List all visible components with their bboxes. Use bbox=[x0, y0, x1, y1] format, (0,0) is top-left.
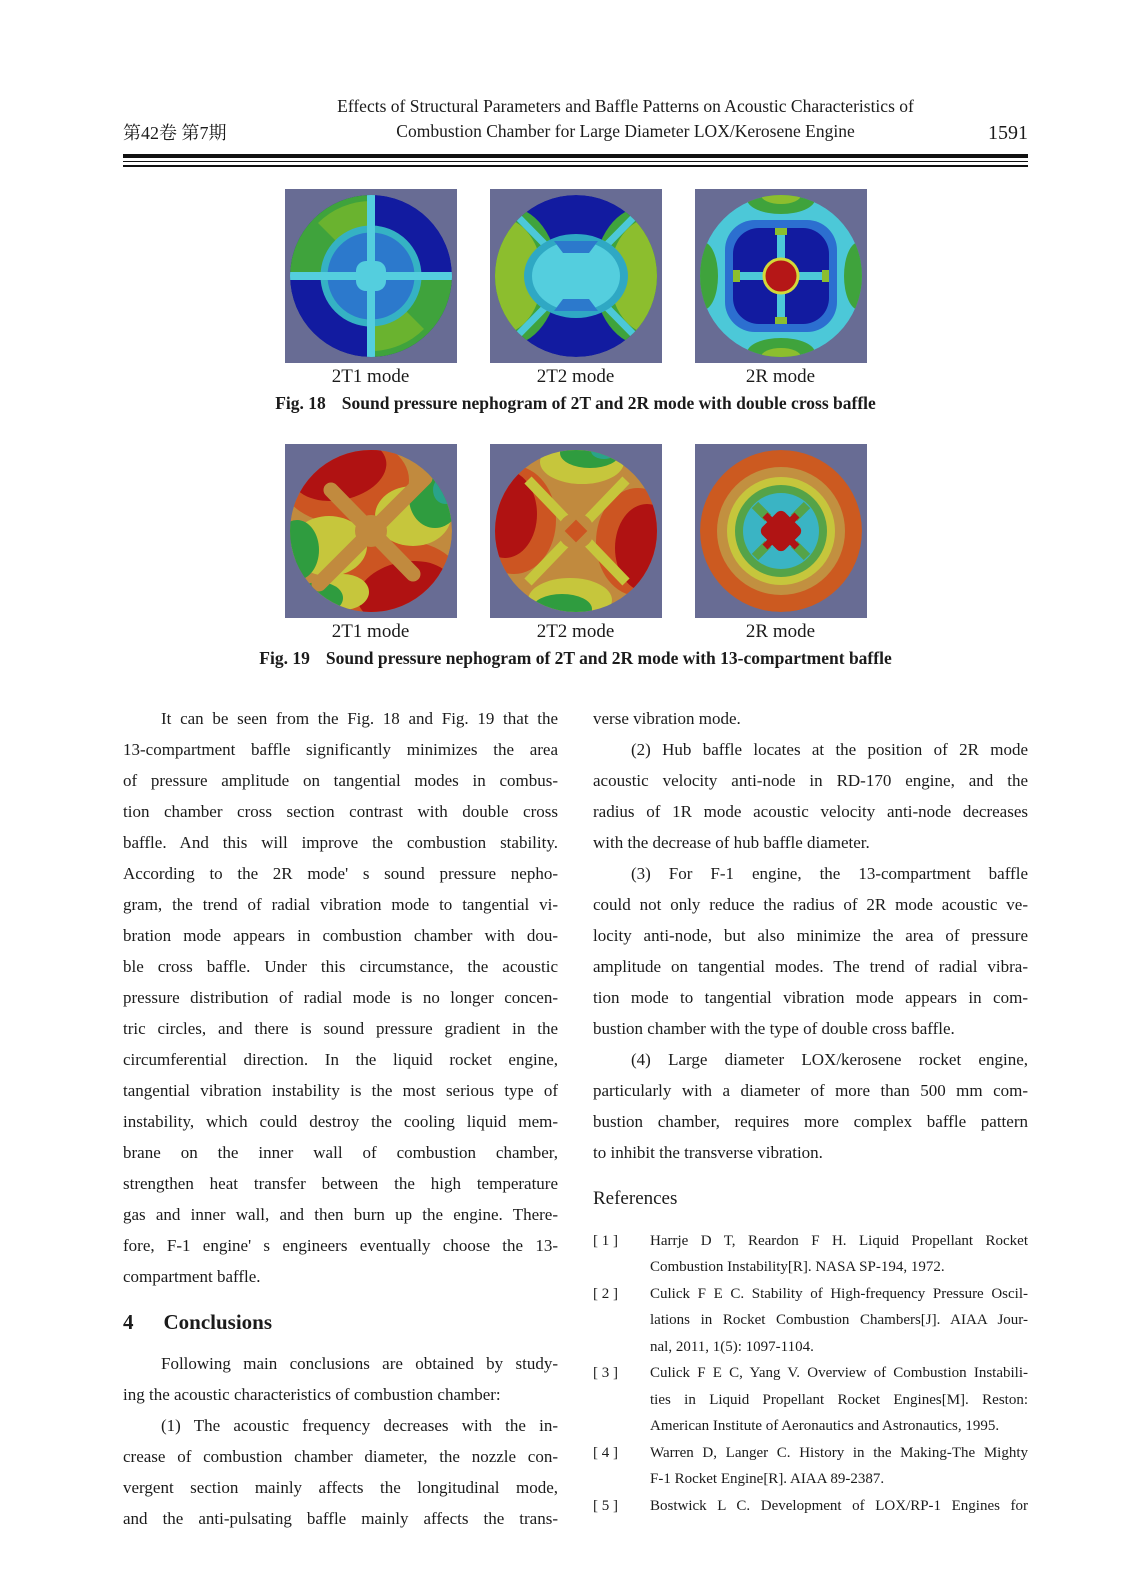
body-text-line: (2) Hub baffle locates at the position of 2R mode bbox=[631, 739, 1028, 759]
running-title-line1: Effects of Structural Parameters and Baffle Patterns on Acoustic Characteristics of bbox=[337, 96, 914, 116]
body-text-line: and the anti-pulsating baffle mainly affects the trans- bbox=[123, 1508, 558, 1528]
body-text-line: bration mode appears in combustion chamber with dou- bbox=[123, 925, 558, 945]
body-text-line: (4) Large diameter LOX/kerosene rocket engine, bbox=[631, 1049, 1028, 1069]
body-text-line: Following main conclusions are obtained by study- bbox=[161, 1353, 558, 1373]
section-title: Conclusions bbox=[163, 1309, 273, 1334]
reference-label: [ 3 ] bbox=[593, 1365, 618, 1382]
nephogram-2t1-double-cross-baffle bbox=[285, 189, 457, 363]
header-rule bbox=[123, 154, 1028, 167]
header-rule-thin-2 bbox=[123, 165, 1028, 167]
references-heading: References bbox=[593, 1187, 678, 1209]
body-text-line: strengthen heat transfer between the high temperature bbox=[123, 1173, 558, 1193]
reference-label: [ 1 ] bbox=[593, 1232, 618, 1249]
reference-text-line: Warren D, Langer C. History in the Making-The Mighty bbox=[650, 1444, 1028, 1461]
header-rule-thin-1 bbox=[123, 161, 1028, 163]
figure-19-label-2t1: 2T1 mode bbox=[331, 620, 410, 642]
body-text-line: radius of 1R mode acoustic velocity anti-node decreases bbox=[593, 801, 1028, 821]
body-text-line: tion mode to tangential vibration mode appears in com- bbox=[593, 987, 1028, 1007]
figure-19-caption-tag: Fig. 19 bbox=[259, 647, 310, 668]
figure-19-caption-text: Sound pressure nephogram of 2T and 2R mode with 13-compartment baffle bbox=[325, 647, 892, 668]
figure-19-label-2r: 2R mode bbox=[745, 620, 816, 642]
body-text-line: instability, which could destroy the cooling liquid mem- bbox=[123, 1111, 558, 1131]
figure-18-label-2r: 2R mode bbox=[745, 365, 816, 387]
reference-text-line: Bostwick L C. Development of LOX/RP-1 Engines for bbox=[650, 1497, 1028, 1514]
body-text-line: compartment baffle. bbox=[123, 1266, 261, 1286]
figure-18-label-2t1: 2T1 mode bbox=[331, 365, 410, 387]
reference-text-line: nal, 2011, 1(5): 1097-1104. bbox=[650, 1338, 814, 1355]
body-text-line: to inhibit the transverse vibration. bbox=[593, 1142, 823, 1162]
reference-text-line: Culick F E C. Stability of High-frequency Pressure Oscil- bbox=[650, 1285, 1028, 1302]
reference-text-line: Harrje D T, Reardon F H. Liquid Propellant Rocket bbox=[650, 1232, 1028, 1249]
body-text-line: with the decrease of hub baffle diameter. bbox=[593, 832, 870, 852]
figure-19 bbox=[123, 444, 1028, 669]
reference-text-line: American Institute of Aeronautics and Astronautics, 1995. bbox=[650, 1418, 1000, 1435]
body-text-line: baffle. And this will improve the combustion stability. bbox=[123, 832, 558, 852]
figure-19-panels bbox=[123, 444, 1028, 618]
page-header bbox=[123, 0, 1028, 145]
reference-text-line: lations in Rocket Combustion Chambers[J]. AIAA Jour- bbox=[650, 1312, 1028, 1329]
figure-18-caption-text: Sound pressure nephogram of 2T and 2R mode with double cross baffle bbox=[341, 392, 876, 413]
body-text-line: bustion chamber, requires more complex baffle pattern bbox=[593, 1111, 1028, 1131]
figure-18-label-2t2: 2T2 mode bbox=[536, 365, 615, 387]
figure-18-caption-tag: Fig. 18 bbox=[275, 392, 326, 413]
nephogram-image bbox=[695, 444, 867, 618]
body-text-line: gram, the trend of radial vibration mode to tangential vi- bbox=[123, 894, 558, 914]
body-text-line: According to the 2R mode' s sound pressure nepho- bbox=[123, 863, 558, 883]
left-column bbox=[123, 703, 558, 1534]
body-text-line: verse vibration mode. bbox=[593, 708, 741, 728]
nephogram-2r-double-cross-baffle bbox=[695, 189, 867, 363]
figure-18 bbox=[123, 189, 1028, 414]
figure-18-labels bbox=[123, 366, 1028, 388]
body-text-line: circumferential direction. In the liquid rocket engine, bbox=[123, 1049, 558, 1069]
nephogram-2t2-13-compartment-baffle bbox=[490, 444, 662, 618]
journal-issue: 第42卷 第7期 bbox=[123, 122, 227, 143]
body-text-line: (3) For F-1 engine, the 13-compartment baffle bbox=[631, 863, 1028, 883]
right-column-text bbox=[593, 703, 1028, 1168]
body-text-line: amplitude on tangential modes. The trend of radial vibra- bbox=[593, 956, 1028, 976]
body-text-line: particularly with a diameter of more than 500 mm com- bbox=[593, 1080, 1028, 1100]
body-text-line: tric circles, and there is sound pressure gradient in the bbox=[123, 1018, 558, 1038]
body-text-line: tion chamber cross section contrast with double cross bbox=[123, 801, 558, 821]
figure-19-caption bbox=[123, 648, 1028, 669]
reference-text-line: F-1 Rocket Engine[R]. AIAA 89-2387. bbox=[650, 1471, 885, 1488]
figure-18-panels bbox=[123, 189, 1028, 363]
body-text-line: crease of combustion chamber diameter, the nozzle con- bbox=[123, 1446, 558, 1466]
paper-page bbox=[123, 0, 1028, 1534]
nephogram-image bbox=[285, 444, 457, 618]
body-text-line: ing the acoustic characteristics of combustion chamber: bbox=[123, 1384, 501, 1404]
nephogram-2r-13-compartment-baffle bbox=[695, 444, 867, 618]
reference-item bbox=[593, 1493, 1028, 1520]
body-text-line: pressure distribution of radial mode is no longer concen- bbox=[123, 987, 558, 1007]
body-text-line: vergent section mainly affects the longitudinal mode, bbox=[123, 1477, 558, 1497]
body-text-line: brane on the inner wall of combustion chamber, bbox=[123, 1142, 558, 1162]
references-list bbox=[593, 1228, 1028, 1520]
body-text-line: acoustic velocity anti-node in RD-170 engine, and the bbox=[593, 770, 1028, 790]
section-number: 4 bbox=[123, 1309, 134, 1334]
nephogram-image bbox=[695, 189, 867, 363]
reference-text-line: ties in Liquid Propellant Rocket Engines[M]. Reston: bbox=[650, 1391, 1028, 1408]
reference-label: [ 4 ] bbox=[593, 1444, 618, 1461]
running-title-line2: Combustion Chamber for Large Diameter LOX/Kerosene Engine bbox=[396, 121, 855, 142]
nephogram-image bbox=[490, 189, 662, 363]
section-heading bbox=[123, 1307, 558, 1337]
body-text-line: ble cross baffle. Under this circumstance, the acoustic bbox=[123, 956, 558, 976]
body-columns bbox=[123, 703, 1028, 1534]
reference-item bbox=[593, 1281, 1028, 1361]
nephogram-image bbox=[490, 444, 662, 618]
page-number: 1591 bbox=[988, 121, 1028, 144]
running-title bbox=[293, 94, 958, 145]
body-text-line: could not only reduce the radius of 2R mode acoustic ve- bbox=[593, 894, 1028, 914]
body-text-line: fore, F-1 engine' s engineers eventually choose the 13- bbox=[123, 1235, 558, 1255]
body-text-line: locity anti-node, but also minimize the area of pressure bbox=[593, 925, 1028, 945]
reference-text-line: Combustion Instability[R]. NASA SP-194, 1972. bbox=[650, 1259, 945, 1276]
reference-item bbox=[593, 1228, 1028, 1281]
reference-label: [ 5 ] bbox=[593, 1497, 618, 1514]
reference-text-line: Culick F E C, Yang V. Overview of Combustion Instabili- bbox=[650, 1365, 1028, 1382]
body-text-line: gas and inner wall, and then burn up the engine. There- bbox=[123, 1204, 558, 1224]
nephogram-2t1-13-compartment-baffle bbox=[285, 444, 457, 618]
body-text-line: It can be seen from the Fig. 18 and Fig. 19 that the bbox=[161, 708, 558, 728]
reference-label: [ 2 ] bbox=[593, 1285, 618, 1302]
body-text-line: 13-compartment baffle significantly minimizes the area bbox=[123, 739, 558, 759]
figure-18-caption bbox=[123, 393, 1028, 414]
figure-19-label-2t2: 2T2 mode bbox=[536, 620, 615, 642]
header-rule-thick bbox=[123, 154, 1028, 158]
reference-item bbox=[593, 1440, 1028, 1493]
reference-item bbox=[593, 1360, 1028, 1440]
nephogram-image bbox=[285, 189, 457, 363]
right-column bbox=[593, 703, 1028, 1534]
body-text-line: (1) The acoustic frequency decreases with the in- bbox=[161, 1415, 558, 1435]
nephogram-2t2-double-cross-baffle bbox=[490, 189, 662, 363]
body-text-line: of pressure amplitude on tangential modes in combus- bbox=[123, 770, 558, 790]
figure-19-labels bbox=[123, 621, 1028, 643]
body-text-line: tangential vibration instability is the most serious type of bbox=[123, 1080, 558, 1100]
body-text-line: bustion chamber with the type of double cross baffle. bbox=[593, 1018, 955, 1038]
